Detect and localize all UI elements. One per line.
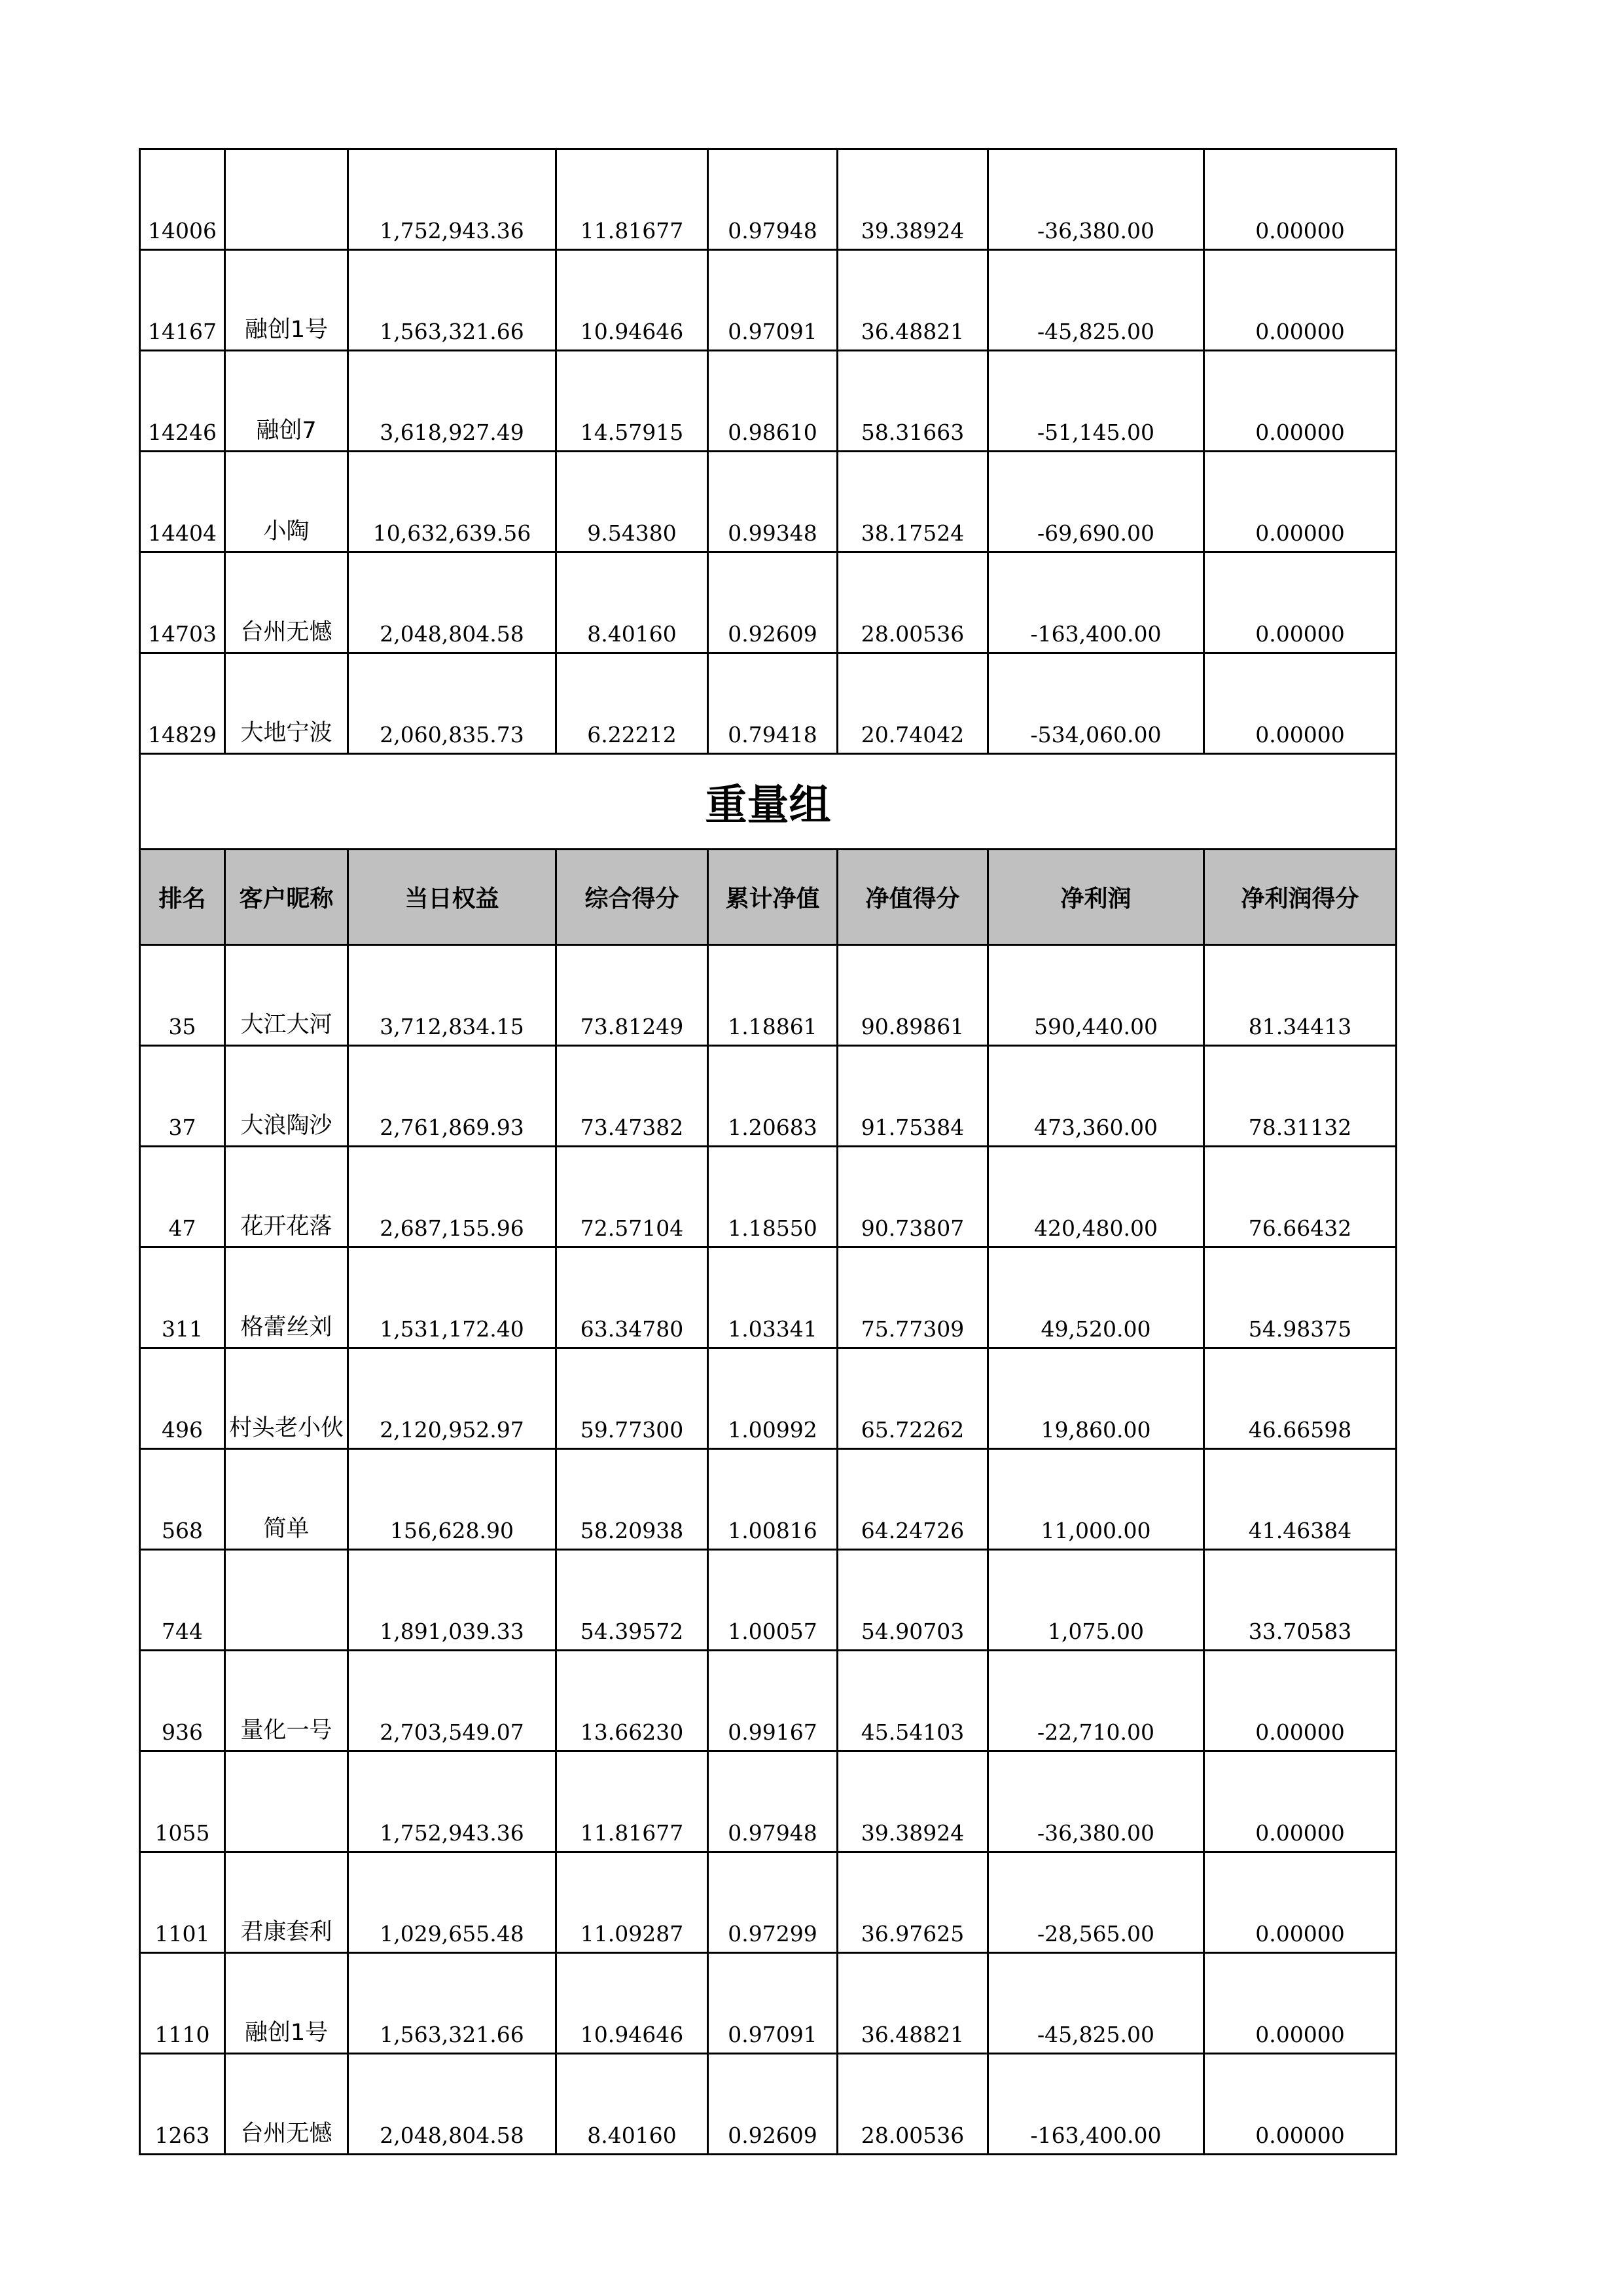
score-cell: 10.94646: [556, 1953, 708, 2054]
nav-score-cell: 54.90703: [838, 1550, 988, 1651]
nav-cell: 1.00992: [708, 1348, 838, 1449]
name-cell: 村头老小伙: [225, 1348, 348, 1449]
equity-cell: 1,752,943.36: [348, 149, 556, 250]
rank-cell: 568: [140, 1449, 225, 1550]
table-row: [140, 1348, 1397, 1449]
score-cell: 11.09287: [556, 1852, 708, 1953]
profit-score-cell: 76.66432: [1204, 1147, 1397, 1247]
nav-score-cell: 64.24726: [838, 1449, 988, 1550]
profit-cell: -22,710.00: [988, 1651, 1204, 1751]
nav-score-cell: 91.75384: [838, 1046, 988, 1147]
equity-cell: 2,060,835.73: [348, 653, 556, 754]
profit-cell: -534,060.00: [988, 653, 1204, 754]
score-cell: 73.47382: [556, 1046, 708, 1147]
nav-cell: 0.97091: [708, 250, 838, 351]
nav-score-cell: 36.48821: [838, 1953, 988, 2054]
name-cell: 简单: [225, 1449, 348, 1550]
header-profit-score: 净利润得分: [1204, 850, 1397, 945]
name-cell: 君康套利: [225, 1852, 348, 1953]
equity-cell: 2,048,804.58: [348, 2054, 556, 2155]
nav-score-cell: 28.00536: [838, 2054, 988, 2155]
nav-score-cell: 39.38924: [838, 149, 988, 250]
rank-cell: 1101: [140, 1852, 225, 1953]
profit-score-cell: 33.70583: [1204, 1550, 1397, 1651]
profit-cell: -45,825.00: [988, 1953, 1204, 2054]
rank-cell: 14703: [140, 552, 225, 653]
rank-cell: 14404: [140, 452, 225, 552]
score-cell: 8.40160: [556, 2054, 708, 2155]
nav-cell: 1.00816: [708, 1449, 838, 1550]
heavy-group-rows: [140, 945, 1397, 2155]
rank-cell: 35: [140, 945, 225, 1046]
score-cell: 11.81677: [556, 149, 708, 250]
table-row: [140, 351, 1397, 452]
score-cell: 72.57104: [556, 1147, 708, 1247]
header-name: 客户昵称: [225, 850, 348, 945]
profit-cell: -36,380.00: [988, 149, 1204, 250]
table-row: [140, 1852, 1397, 1953]
name-cell: 大江大河: [225, 945, 348, 1046]
table-row: [140, 250, 1397, 351]
rank-cell: 311: [140, 1247, 225, 1348]
nav-score-cell: 90.89861: [838, 945, 988, 1046]
score-cell: 6.22212: [556, 653, 708, 754]
table-row: [140, 653, 1397, 754]
nav-score-cell: 36.48821: [838, 250, 988, 351]
profit-score-cell: 0.00000: [1204, 250, 1397, 351]
table-row: [140, 452, 1397, 552]
profit-score-cell: 0.00000: [1204, 1651, 1397, 1751]
profit-cell: 49,520.00: [988, 1247, 1204, 1348]
nav-cell: 0.99167: [708, 1651, 838, 1751]
header-nav: 累计净值: [708, 850, 838, 945]
name-cell: [225, 149, 348, 250]
header-profit: 净利润: [988, 850, 1204, 945]
nav-cell: 0.92609: [708, 552, 838, 653]
rank-cell: 47: [140, 1147, 225, 1247]
nav-cell: 0.99348: [708, 452, 838, 552]
nav-cell: 1.18550: [708, 1147, 838, 1247]
table-row: [140, 1147, 1397, 1247]
name-cell: 量化一号: [225, 1651, 348, 1751]
ranking-table: [139, 148, 1397, 2155]
profit-cell: 473,360.00: [988, 1046, 1204, 1147]
score-cell: 11.81677: [556, 1751, 708, 1852]
equity-cell: 3,712,834.15: [348, 945, 556, 1046]
equity-cell: 2,703,549.07: [348, 1651, 556, 1751]
nav-score-cell: 58.31663: [838, 351, 988, 452]
equity-cell: 1,752,943.36: [348, 1751, 556, 1852]
table-row: [140, 1046, 1397, 1147]
table-row: [140, 1247, 1397, 1348]
table-row: [140, 149, 1397, 250]
rank-cell: 37: [140, 1046, 225, 1147]
profit-cell: 420,480.00: [988, 1147, 1204, 1247]
header-nav-score: 净值得分: [838, 850, 988, 945]
nav-cell: 0.98610: [708, 351, 838, 452]
profit-score-cell: 0.00000: [1204, 149, 1397, 250]
equity-cell: 2,687,155.96: [348, 1147, 556, 1247]
rank-cell: 744: [140, 1550, 225, 1651]
table-row: [140, 1449, 1397, 1550]
nav-score-cell: 28.00536: [838, 552, 988, 653]
table-row: [140, 1550, 1397, 1651]
nav-cell: 0.97948: [708, 1751, 838, 1852]
nav-cell: 1.03341: [708, 1247, 838, 1348]
profit-score-cell: 0.00000: [1204, 351, 1397, 452]
name-cell: 融创1号: [225, 1953, 348, 2054]
header-rank: 排名: [140, 850, 225, 945]
profit-cell: -69,690.00: [988, 452, 1204, 552]
nav-cell: 0.79418: [708, 653, 838, 754]
previous-group-rows: [140, 149, 1397, 754]
profit-score-cell: 78.31132: [1204, 1046, 1397, 1147]
profit-score-cell: 81.34413: [1204, 945, 1397, 1046]
score-cell: 63.34780: [556, 1247, 708, 1348]
table-row: [140, 1953, 1397, 2054]
score-cell: 73.81249: [556, 945, 708, 1046]
nav-cell: 0.97091: [708, 1953, 838, 2054]
score-cell: 8.40160: [556, 552, 708, 653]
profit-cell: -163,400.00: [988, 552, 1204, 653]
score-cell: 54.39572: [556, 1550, 708, 1651]
equity-cell: 2,120,952.97: [348, 1348, 556, 1449]
name-cell: 台州无憾: [225, 552, 348, 653]
name-cell: 融创7: [225, 351, 348, 452]
profit-cell: 1,075.00: [988, 1550, 1204, 1651]
name-cell: [225, 1550, 348, 1651]
nav-cell: 1.18861: [708, 945, 838, 1046]
profit-score-cell: 46.66598: [1204, 1348, 1397, 1449]
nav-cell: 1.20683: [708, 1046, 838, 1147]
header-score: 综合得分: [556, 850, 708, 945]
nav-score-cell: 90.73807: [838, 1147, 988, 1247]
name-cell: 大地宁波: [225, 653, 348, 754]
nav-cell: 1.00057: [708, 1550, 838, 1651]
rank-cell: 936: [140, 1651, 225, 1751]
equity-cell: 1,029,655.48: [348, 1852, 556, 1953]
profit-score-cell: 0.00000: [1204, 1953, 1397, 2054]
equity-cell: 1,891,039.33: [348, 1550, 556, 1651]
heavy-group-section: [140, 754, 1397, 945]
rank-cell: 14006: [140, 149, 225, 250]
equity-cell: 1,563,321.66: [348, 1953, 556, 2054]
nav-score-cell: 75.77309: [838, 1247, 988, 1348]
rank-cell: 1110: [140, 1953, 225, 2054]
equity-cell: 3,618,927.49: [348, 351, 556, 452]
score-cell: 13.66230: [556, 1651, 708, 1751]
nav-score-cell: 65.72262: [838, 1348, 988, 1449]
profit-score-cell: 41.46384: [1204, 1449, 1397, 1550]
profit-cell: 590,440.00: [988, 945, 1204, 1046]
profit-score-cell: 54.98375: [1204, 1247, 1397, 1348]
name-cell: 格蕾丝刘: [225, 1247, 348, 1348]
profit-cell: -36,380.00: [988, 1751, 1204, 1852]
score-cell: 59.77300: [556, 1348, 708, 1449]
nav-score-cell: 36.97625: [838, 1852, 988, 1953]
section-title: 重量组: [140, 754, 1397, 850]
name-cell: 小陶: [225, 452, 348, 552]
profit-cell: -163,400.00: [988, 2054, 1204, 2155]
name-cell: 融创1号: [225, 250, 348, 351]
nav-cell: 0.97948: [708, 149, 838, 250]
score-cell: 10.94646: [556, 250, 708, 351]
equity-cell: 1,563,321.66: [348, 250, 556, 351]
nav-score-cell: 20.74042: [838, 653, 988, 754]
equity-cell: 10,632,639.56: [348, 452, 556, 552]
rank-cell: 14167: [140, 250, 225, 351]
profit-score-cell: 0.00000: [1204, 452, 1397, 552]
table-row: [140, 1651, 1397, 1751]
rank-cell: 1263: [140, 2054, 225, 2155]
profit-score-cell: 0.00000: [1204, 2054, 1397, 2155]
name-cell: 台州无憾: [225, 2054, 348, 2155]
profit-score-cell: 0.00000: [1204, 1852, 1397, 1953]
table-row: [140, 2054, 1397, 2155]
equity-cell: 2,048,804.58: [348, 552, 556, 653]
rank-cell: 14829: [140, 653, 225, 754]
profit-cell: 19,860.00: [988, 1348, 1204, 1449]
nav-score-cell: 45.54103: [838, 1651, 988, 1751]
profit-cell: -51,145.00: [988, 351, 1204, 452]
score-cell: 14.57915: [556, 351, 708, 452]
equity-cell: 1,531,172.40: [348, 1247, 556, 1348]
profit-cell: -45,825.00: [988, 250, 1204, 351]
name-cell: 花开花落: [225, 1147, 348, 1247]
score-cell: 58.20938: [556, 1449, 708, 1550]
table-row: [140, 945, 1397, 1046]
profit-cell: -28,565.00: [988, 1852, 1204, 1953]
rank-cell: 14246: [140, 351, 225, 452]
table-row: [140, 552, 1397, 653]
header-equity: 当日权益: [348, 850, 556, 945]
nav-cell: 0.97299: [708, 1852, 838, 1953]
profit-score-cell: 0.00000: [1204, 1751, 1397, 1852]
rank-cell: 1055: [140, 1751, 225, 1852]
nav-cell: 0.92609: [708, 2054, 838, 2155]
section-title-row: [140, 754, 1397, 850]
name-cell: 大浪陶沙: [225, 1046, 348, 1147]
profit-score-cell: 0.00000: [1204, 552, 1397, 653]
profit-cell: 11,000.00: [988, 1449, 1204, 1550]
profit-score-cell: 0.00000: [1204, 653, 1397, 754]
score-cell: 9.54380: [556, 452, 708, 552]
nav-score-cell: 39.38924: [838, 1751, 988, 1852]
header-row: [140, 850, 1397, 945]
rank-cell: 496: [140, 1348, 225, 1449]
table-row: [140, 1751, 1397, 1852]
nav-score-cell: 38.17524: [838, 452, 988, 552]
equity-cell: 2,761,869.93: [348, 1046, 556, 1147]
name-cell: [225, 1751, 348, 1852]
equity-cell: 156,628.90: [348, 1449, 556, 1550]
